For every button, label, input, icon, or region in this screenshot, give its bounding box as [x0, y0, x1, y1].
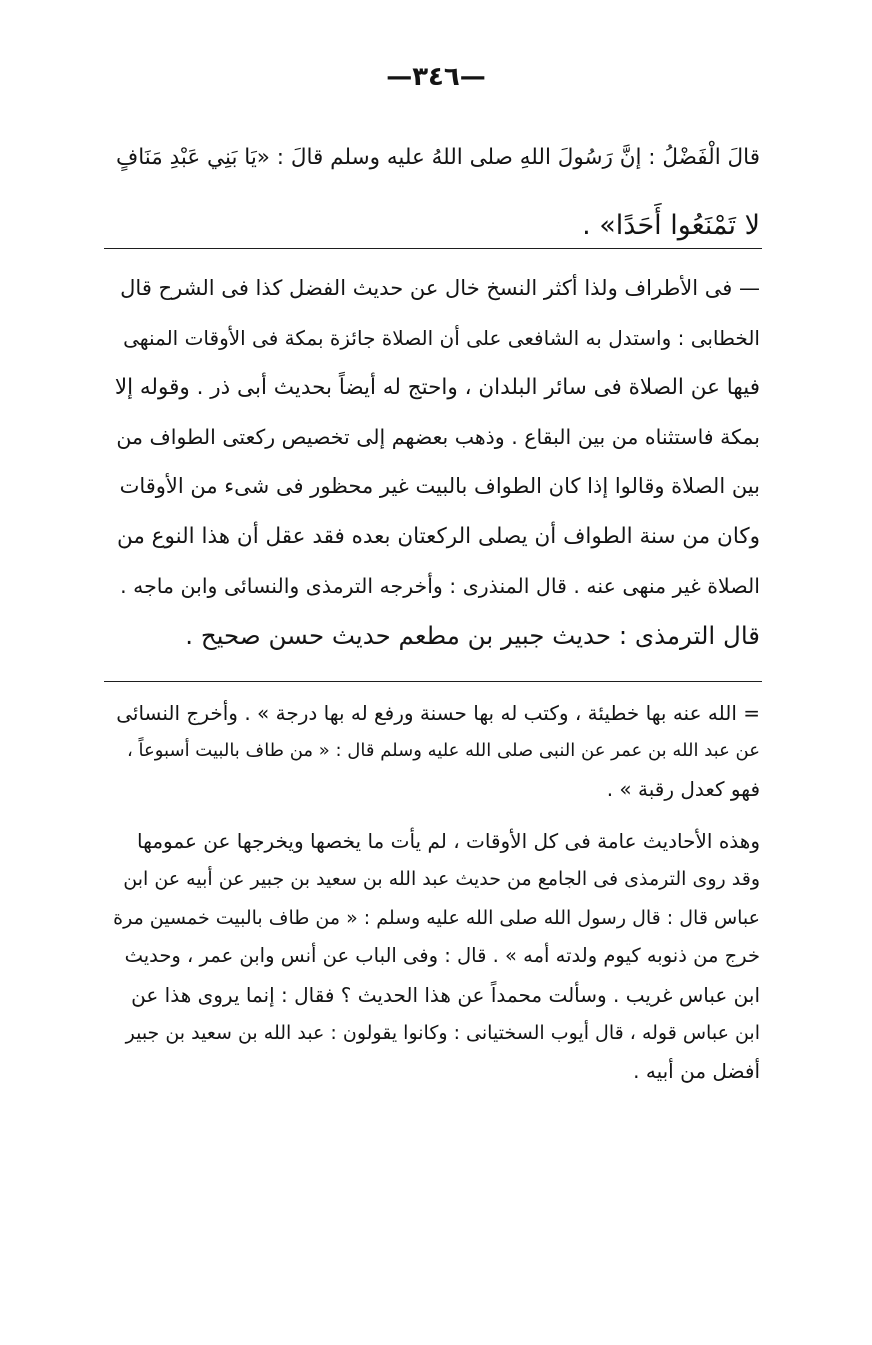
text-line: الصلاة غير منهى عنه . قال المنذرى : وأخرجه الترمذى والنسائى وابن ماجه .	[120, 573, 760, 598]
text-line: الخطابى : واستدل به الشافعى على أن الصلاة جائزة بمكة فى الأوقات المنهى	[123, 325, 760, 350]
text-line: عن عبد الله بن عمر عن النبى صلى الله عليه وسلم قال : « من طاف بالبيت أسبوعاً ،	[127, 740, 760, 761]
text-line: = الله عنه بها خطيئة ، وكتب له بها حسنة ورفع له بها درجة » . وأخرج النسائى	[116, 701, 760, 725]
text-line: ابن عباس قوله ، قال أيوب السختيانى : وكانوا يقولون : عبد الله بن سعيد بن جبير	[125, 1022, 760, 1045]
text-line: وقد روى الترمذى فى الجامع من حديث عبد الله بن سعيد بن جبير عن أبيه عن ابن	[123, 868, 760, 891]
text-line: وكان من سنة الطواف أن يصلى الركعتان بعده فقد عقل أن هذا النوع من	[116, 523, 760, 549]
page-number: —٣٤٦—	[386, 62, 486, 92]
text-line: بمكة فاستثناه من بين البقاع . وذهب بعضهم إلى تخصيص ركعتى الطواف من	[116, 424, 760, 449]
text-line: أفضل من أبيه .	[633, 1059, 760, 1084]
text-line: لا تَمْنَعُوا أَحَدًا» .	[582, 210, 760, 241]
text-line: فهو كعدل رقبة » .	[606, 777, 760, 801]
continued-quote	[110, 694, 760, 808]
text-line: بين الصلاة وقالوا إذا كان الطواف بالبيت غير محظور فى شىء من الأوقات	[119, 474, 760, 499]
section-divider	[104, 248, 762, 249]
text-line: عباس قال : قال رسول الله صلى الله عليه وسلم : « من طاف بالبيت خمسين مرة	[113, 906, 760, 929]
text-line: خرج من ذنوبه كيوم ولدته أمه » . قال : وفى الباب عن أنس وابن عمر ، وحديث	[124, 944, 760, 968]
text-line: قال الترمذى : حديث جبير بن مطعم حديث حسن صحيح .	[185, 621, 760, 651]
footnote-commentary	[110, 264, 760, 661]
text-line: وهذه الأحاديث عامة فى كل الأوقات ، لم يأت ما يخصها ويخرجها عن عمومها	[137, 829, 760, 853]
main-hadith-text	[110, 124, 760, 260]
section-divider	[104, 681, 762, 682]
text-line: قالَ الْفَضْلُ : إنَّ رَسُولَ اللهِ صلى اللهُ عليه وسلم قالَ : «يَا بَنِي عَبْدِ مَنَافٍ	[115, 145, 760, 170]
text-line: ابن عباس غريب . وسألت محمداً عن هذا الحديث ؟ فقال : إنما يروى هذا عن	[131, 982, 760, 1007]
commentary-paragraph	[110, 822, 760, 1091]
text-line: — فى الأطراف ولذا أكثر النسخ خال عن حديث الفضل كذا فى الشرح قال	[120, 276, 760, 300]
text-line: فيها عن الصلاة فى سائر البلدان ، واحتج له أيضاً بحديث أبى ذر . وقوله إلا	[114, 375, 760, 401]
